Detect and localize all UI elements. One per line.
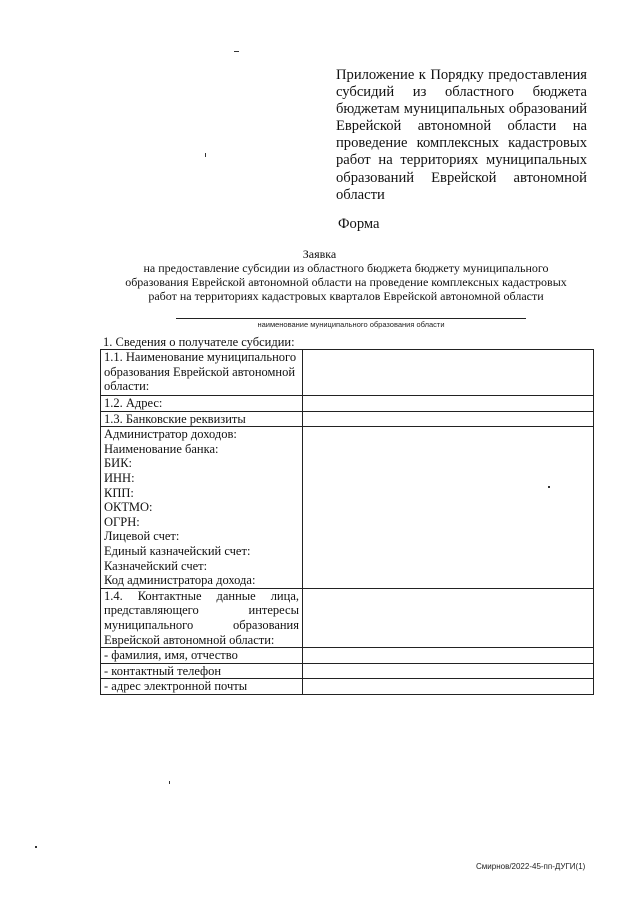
cell-line: Казначейский счет: bbox=[104, 558, 208, 573]
table-row bbox=[101, 663, 594, 679]
table-value-cell[interactable] bbox=[303, 350, 594, 396]
appendix-line: Приложение к Порядку предоставления bbox=[336, 67, 587, 83]
table-row bbox=[101, 396, 594, 412]
table-label-cell: - контактный телефон bbox=[101, 663, 303, 679]
appendix-line: бюджетам муниципальных образований bbox=[336, 101, 587, 118]
cell-line: Код администратора дохода: bbox=[104, 573, 256, 588]
cell-line: представляющего интересы bbox=[104, 603, 299, 618]
table-row bbox=[101, 350, 594, 396]
appendix-header bbox=[336, 67, 587, 204]
table-row bbox=[101, 588, 594, 647]
form-label: Форма bbox=[338, 216, 380, 232]
cell-line: муниципального образования bbox=[104, 617, 299, 632]
application-subtitle-line: на предоставление субсидии из областного бюджета бюджету муниципального bbox=[143, 261, 549, 275]
table-value-cell[interactable] bbox=[303, 427, 594, 589]
table-value-cell[interactable] bbox=[303, 588, 594, 647]
appendix-line: Еврейской автономной области на bbox=[336, 118, 587, 135]
application-title: Заявка bbox=[302, 247, 337, 261]
cell-line: 1.1. Наименование муниципального bbox=[104, 350, 297, 364]
cell-line: Лицевой счет: bbox=[104, 529, 180, 544]
municipality-fill-line bbox=[176, 318, 526, 319]
cell-line: БИК: bbox=[104, 456, 133, 471]
appendix-line: образований Еврейской автономной bbox=[336, 169, 587, 186]
cell-line: КПП: bbox=[104, 485, 134, 500]
scan-speck bbox=[205, 153, 206, 157]
scan-speck bbox=[169, 781, 170, 784]
cell-line: образования Еврейской автономной bbox=[104, 364, 296, 379]
cell-line: ОГРН: bbox=[104, 514, 140, 529]
section-title: 1. Сведения о получателе субсидии: bbox=[103, 335, 295, 349]
table-label-cell: - адрес электронной почты bbox=[101, 679, 303, 695]
appendix-line: субсидий из областного бюджета bbox=[336, 84, 587, 101]
table-label-cell: 1.2. Адрес: bbox=[101, 396, 303, 412]
document-footer-code: Смирнов/2022-45-пп-ДУГИ(1) bbox=[476, 862, 586, 871]
application-subtitle-line: работ на территориях кадастровых кварталов Еврейской автономной области bbox=[148, 289, 544, 303]
table-row bbox=[101, 648, 594, 664]
table-label-cell bbox=[101, 588, 303, 647]
cell-line: Единый казначейский счет: bbox=[104, 543, 251, 558]
table-row bbox=[101, 411, 594, 427]
table-label-cell: 1.3. Банковские реквизиты bbox=[101, 411, 303, 427]
scan-speck bbox=[234, 51, 239, 52]
cell-line: 1.4. Контактные данные лица, bbox=[104, 588, 299, 603]
application-subtitle bbox=[100, 261, 592, 303]
table-row bbox=[101, 427, 594, 589]
municipality-caption: наименование муниципального образования области bbox=[257, 320, 445, 329]
cell-line: Наименование банка: bbox=[104, 441, 219, 456]
scan-speck bbox=[35, 846, 37, 848]
appendix-line: работ на территориях муниципальных bbox=[336, 152, 587, 169]
appendix-line: области bbox=[336, 186, 385, 203]
appendix-line: проведение комплексных кадастровых bbox=[336, 135, 587, 152]
table-value-cell[interactable] bbox=[303, 396, 594, 412]
recipient-info-table bbox=[100, 349, 594, 695]
table-row bbox=[101, 679, 594, 695]
table-value-cell[interactable] bbox=[303, 648, 594, 664]
application-subtitle-line: образования Еврейской автономной области на проведение комплексных кадастровых bbox=[125, 275, 567, 289]
table-label-cell bbox=[101, 350, 303, 396]
table-label-cell bbox=[101, 427, 303, 589]
table-value-cell[interactable] bbox=[303, 411, 594, 427]
cell-line: ИНН: bbox=[104, 470, 135, 485]
table-value-cell[interactable] bbox=[303, 663, 594, 679]
cell-line: Администратор доходов: bbox=[104, 427, 237, 442]
cell-line: Еврейской автономной области: bbox=[104, 632, 275, 647]
table-label-cell: - фамилия, имя, отчество bbox=[101, 648, 303, 664]
cell-line: области: bbox=[104, 379, 150, 394]
cell-line: ОКТМО: bbox=[104, 500, 153, 515]
table-value-cell[interactable] bbox=[303, 679, 594, 695]
